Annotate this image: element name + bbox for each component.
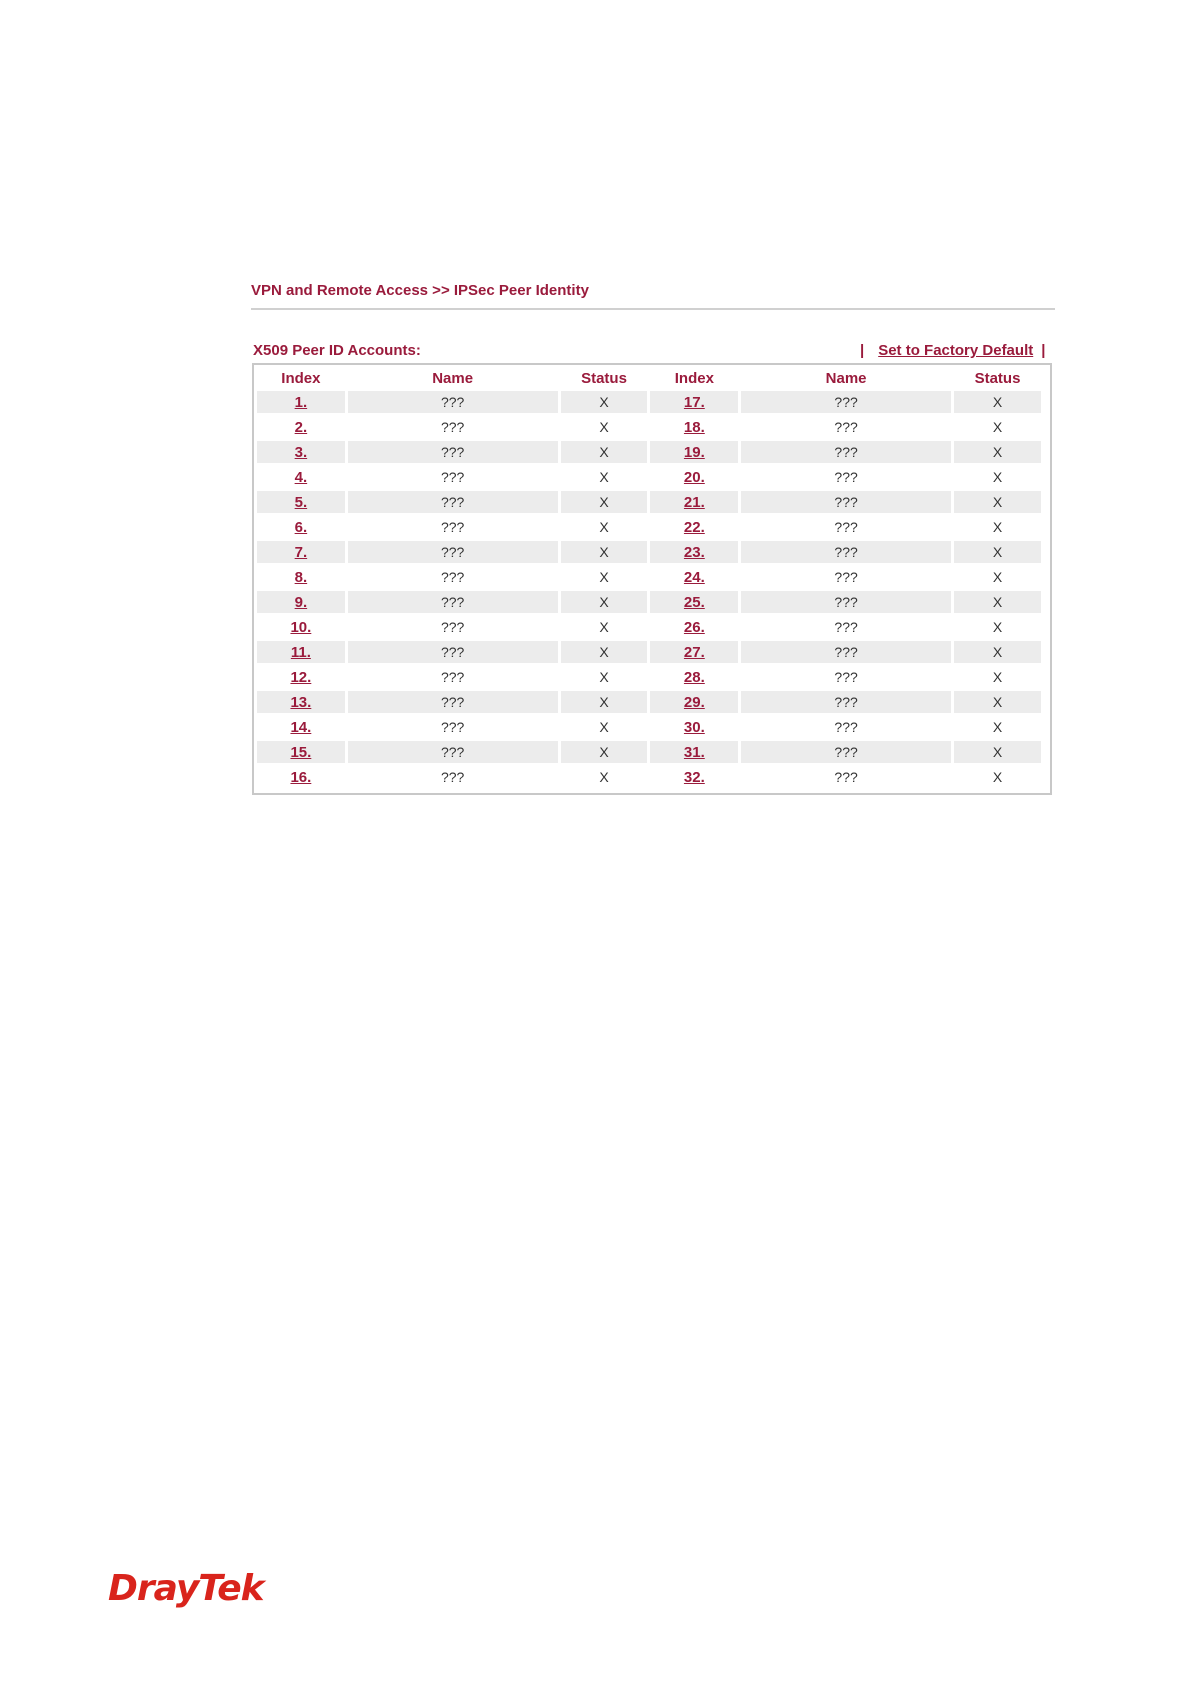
status-cell	[954, 616, 1041, 638]
table-row	[257, 591, 1041, 613]
name-cell	[741, 491, 951, 513]
profile-index-link[interactable]: 19.	[683, 443, 705, 461]
name-value: ???	[440, 444, 465, 460]
status-cell	[561, 516, 648, 538]
name-value: ???	[440, 644, 465, 660]
section-title: X509 Peer ID Accounts:	[253, 342, 421, 359]
table-row	[257, 416, 1041, 438]
name-cell	[741, 716, 951, 738]
table-row	[257, 641, 1041, 663]
name-value: ???	[834, 419, 858, 435]
name-value: ???	[440, 719, 465, 735]
profile-index-link[interactable]: 5.	[294, 493, 308, 511]
name-cell	[348, 541, 558, 563]
status-value: X	[992, 694, 1003, 710]
index-cell	[650, 591, 738, 613]
name-value: ???	[834, 444, 858, 460]
table-actions	[860, 342, 1056, 359]
status-cell	[561, 616, 648, 638]
index-cell	[650, 616, 738, 638]
column-header-status: Status	[581, 369, 627, 387]
table-row	[257, 391, 1041, 413]
status-value: X	[992, 544, 1003, 560]
status-cell	[954, 641, 1041, 663]
profile-index-link[interactable]: 8.	[294, 568, 308, 586]
status-value: X	[992, 569, 1003, 585]
table-row	[257, 491, 1041, 513]
status-cell	[954, 666, 1041, 688]
table-row	[257, 566, 1041, 588]
index-cell	[257, 766, 345, 788]
index-cell	[257, 716, 345, 738]
status-value: X	[992, 719, 1003, 735]
index-cell	[257, 391, 345, 413]
status-value: X	[599, 694, 609, 710]
index-cell	[650, 741, 738, 763]
status-value: X	[599, 644, 609, 660]
profile-index-link[interactable]: 2.	[294, 418, 308, 436]
status-cell	[954, 566, 1041, 588]
index-cell	[257, 616, 345, 638]
index-cell	[257, 416, 345, 438]
name-cell	[348, 766, 558, 788]
name-cell	[741, 616, 951, 638]
index-cell	[257, 566, 345, 588]
status-cell	[954, 591, 1041, 613]
column-header-name: Name	[432, 369, 474, 387]
profile-index-link[interactable]: 23.	[683, 543, 705, 561]
profile-index-link[interactable]: 25.	[683, 593, 705, 611]
divider	[251, 308, 1055, 310]
name-value: ???	[440, 619, 465, 635]
index-cell	[650, 491, 738, 513]
status-value: X	[599, 744, 609, 760]
profile-index-link[interactable]: 15.	[290, 743, 312, 761]
name-cell	[348, 566, 558, 588]
name-cell	[348, 441, 558, 463]
status-cell	[561, 391, 648, 413]
name-value: ???	[834, 394, 858, 410]
status-cell	[954, 391, 1041, 413]
profile-index-link[interactable]: 14.	[290, 718, 312, 736]
status-cell	[954, 416, 1041, 438]
status-cell	[561, 466, 648, 488]
index-cell	[650, 766, 738, 788]
status-value: X	[599, 719, 609, 735]
index-cell	[257, 641, 345, 663]
profile-index-link[interactable]: 26.	[683, 618, 705, 636]
name-cell	[741, 541, 951, 563]
table-row	[257, 466, 1041, 488]
table-row	[257, 766, 1041, 788]
status-value: X	[992, 769, 1003, 785]
name-cell	[741, 766, 951, 788]
status-value: X	[599, 669, 609, 685]
index-cell	[650, 666, 738, 688]
name-value: ???	[834, 544, 858, 560]
index-cell	[650, 441, 738, 463]
index-cell	[257, 741, 345, 763]
index-cell	[257, 591, 345, 613]
status-value: X	[992, 744, 1003, 760]
status-cell	[561, 741, 648, 763]
profile-index-link[interactable]: 20.	[683, 468, 705, 486]
name-cell	[348, 416, 558, 438]
name-value: ???	[834, 769, 858, 785]
name-value: ???	[834, 594, 858, 610]
separator: |	[860, 342, 865, 359]
status-cell	[561, 491, 648, 513]
index-cell	[257, 466, 345, 488]
status-cell	[954, 766, 1041, 788]
status-value: X	[992, 594, 1003, 610]
profile-index-link[interactable]: 18.	[683, 418, 705, 436]
name-value: ???	[440, 394, 465, 410]
index-cell	[650, 691, 738, 713]
status-value: X	[599, 394, 609, 410]
status-value: X	[599, 444, 609, 460]
profile-index-link[interactable]: 11.	[290, 643, 311, 661]
name-cell	[348, 591, 558, 613]
status-value: X	[992, 469, 1003, 485]
index-cell	[650, 566, 738, 588]
name-value: ???	[834, 494, 858, 510]
name-value: ???	[834, 569, 858, 585]
table-row	[257, 666, 1041, 688]
table-row	[257, 691, 1041, 713]
name-value: ???	[834, 519, 858, 535]
index-cell	[650, 541, 738, 563]
name-value: ???	[440, 569, 465, 585]
name-cell	[348, 491, 558, 513]
status-cell	[954, 716, 1041, 738]
profile-index-link[interactable]: 3.	[294, 443, 308, 461]
index-cell	[257, 666, 345, 688]
status-value: X	[599, 469, 609, 485]
profile-index-link[interactable]: 1.	[294, 393, 308, 411]
index-cell	[257, 491, 345, 513]
index-cell	[257, 541, 345, 563]
profile-index-link[interactable]: 6.	[294, 518, 308, 536]
name-value: ???	[440, 694, 465, 710]
profile-index-link[interactable]: 16.	[290, 768, 312, 786]
index-cell	[650, 466, 738, 488]
name-cell	[741, 741, 951, 763]
status-cell	[561, 441, 648, 463]
profile-index-link[interactable]: 10.	[290, 618, 312, 636]
index-cell	[650, 641, 738, 663]
status-value: X	[992, 619, 1003, 635]
set-to-factory-default-link[interactable]: Set to Factory Default	[878, 342, 1034, 359]
profile-index-link[interactable]: 22.	[683, 518, 705, 536]
separator: |	[1041, 342, 1046, 359]
status-cell	[561, 416, 648, 438]
column-header-index: Index	[674, 369, 714, 387]
peer-id-table-container	[252, 363, 1052, 795]
name-cell	[348, 516, 558, 538]
column-header-status: Status	[974, 369, 1021, 387]
profile-index-link[interactable]: 32.	[683, 768, 705, 786]
status-cell	[561, 766, 648, 788]
profile-index-link[interactable]: 28.	[683, 668, 705, 686]
name-value: ???	[440, 594, 465, 610]
status-cell	[561, 691, 648, 713]
name-cell	[741, 641, 951, 663]
profile-index-link[interactable]: 4.	[294, 468, 308, 486]
status-cell	[561, 666, 648, 688]
profile-index-link[interactable]: 24.	[683, 568, 705, 586]
name-cell	[348, 716, 558, 738]
status-value: X	[599, 594, 609, 610]
name-value: ???	[440, 469, 465, 485]
name-value: ???	[834, 644, 858, 660]
name-value: ???	[440, 544, 465, 560]
index-cell	[650, 391, 738, 413]
name-cell	[348, 691, 558, 713]
name-value: ???	[834, 619, 858, 635]
status-cell	[561, 641, 648, 663]
status-cell	[561, 566, 648, 588]
status-value: X	[599, 494, 609, 510]
status-value: X	[599, 619, 609, 635]
status-cell	[954, 741, 1041, 763]
table-header-row	[257, 368, 1041, 388]
status-value: X	[599, 569, 609, 585]
draytek-logo: DrayTek	[108, 1568, 264, 1609]
name-value: ???	[440, 769, 465, 785]
table-row	[257, 516, 1041, 538]
status-value: X	[992, 519, 1003, 535]
profile-index-link[interactable]: 9.	[294, 593, 308, 611]
name-value: ???	[834, 744, 858, 760]
name-value: ???	[834, 469, 858, 485]
status-value: X	[599, 544, 609, 560]
name-value: ???	[440, 519, 465, 535]
status-value: X	[599, 419, 609, 435]
table-row	[257, 741, 1041, 763]
status-value: X	[992, 669, 1003, 685]
name-cell	[348, 641, 558, 663]
table-row	[257, 616, 1041, 638]
status-value: X	[992, 394, 1003, 410]
name-cell	[741, 566, 951, 588]
name-value: ???	[834, 694, 858, 710]
profile-index-link[interactable]: 30.	[683, 718, 705, 736]
name-cell	[741, 466, 951, 488]
name-value: ???	[440, 744, 465, 760]
name-cell	[741, 516, 951, 538]
column-header-index: Index	[281, 369, 321, 387]
status-value: X	[992, 644, 1003, 660]
name-cell	[348, 391, 558, 413]
status-value: X	[599, 519, 609, 535]
index-cell	[257, 691, 345, 713]
name-cell	[741, 441, 951, 463]
name-cell	[741, 416, 951, 438]
status-cell	[561, 541, 648, 563]
profile-index-link[interactable]: 29.	[683, 693, 705, 711]
name-value: ???	[440, 494, 465, 510]
status-value: X	[599, 769, 609, 785]
profile-index-link[interactable]: 7.	[294, 543, 308, 561]
name-cell	[741, 391, 951, 413]
profile-index-link[interactable]: 13.	[290, 693, 312, 711]
table-row	[257, 716, 1041, 738]
status-cell	[954, 441, 1041, 463]
table-row	[257, 541, 1041, 563]
name-cell	[741, 591, 951, 613]
status-cell	[561, 716, 648, 738]
name-cell	[741, 691, 951, 713]
name-cell	[741, 666, 951, 688]
profile-index-link[interactable]: 31.	[683, 743, 705, 761]
name-value: ???	[440, 419, 465, 435]
index-cell	[257, 441, 345, 463]
profile-index-link[interactable]: 17.	[683, 393, 705, 411]
profile-index-link[interactable]: 12.	[290, 668, 312, 686]
table-row	[257, 441, 1041, 463]
status-cell	[954, 691, 1041, 713]
name-value: ???	[834, 719, 858, 735]
status-cell	[561, 591, 648, 613]
index-cell	[650, 716, 738, 738]
name-value: ???	[440, 669, 465, 685]
index-cell	[650, 416, 738, 438]
name-value: ???	[834, 669, 858, 685]
status-cell	[954, 466, 1041, 488]
status-value: X	[992, 494, 1003, 510]
profile-index-link[interactable]: 21.	[683, 493, 705, 511]
column-header-name: Name	[825, 369, 867, 387]
name-cell	[348, 616, 558, 638]
name-cell	[348, 741, 558, 763]
status-cell	[954, 491, 1041, 513]
index-cell	[257, 516, 345, 538]
name-cell	[348, 666, 558, 688]
status-value: X	[992, 419, 1003, 435]
status-cell	[954, 541, 1041, 563]
profile-index-link[interactable]: 27.	[683, 643, 705, 661]
index-cell	[650, 516, 738, 538]
status-value: X	[992, 444, 1003, 460]
peer-id-table	[254, 365, 1044, 791]
status-cell	[954, 516, 1041, 538]
name-cell	[348, 466, 558, 488]
breadcrumb: VPN and Remote Access >> IPSec Peer Identity	[251, 282, 589, 299]
